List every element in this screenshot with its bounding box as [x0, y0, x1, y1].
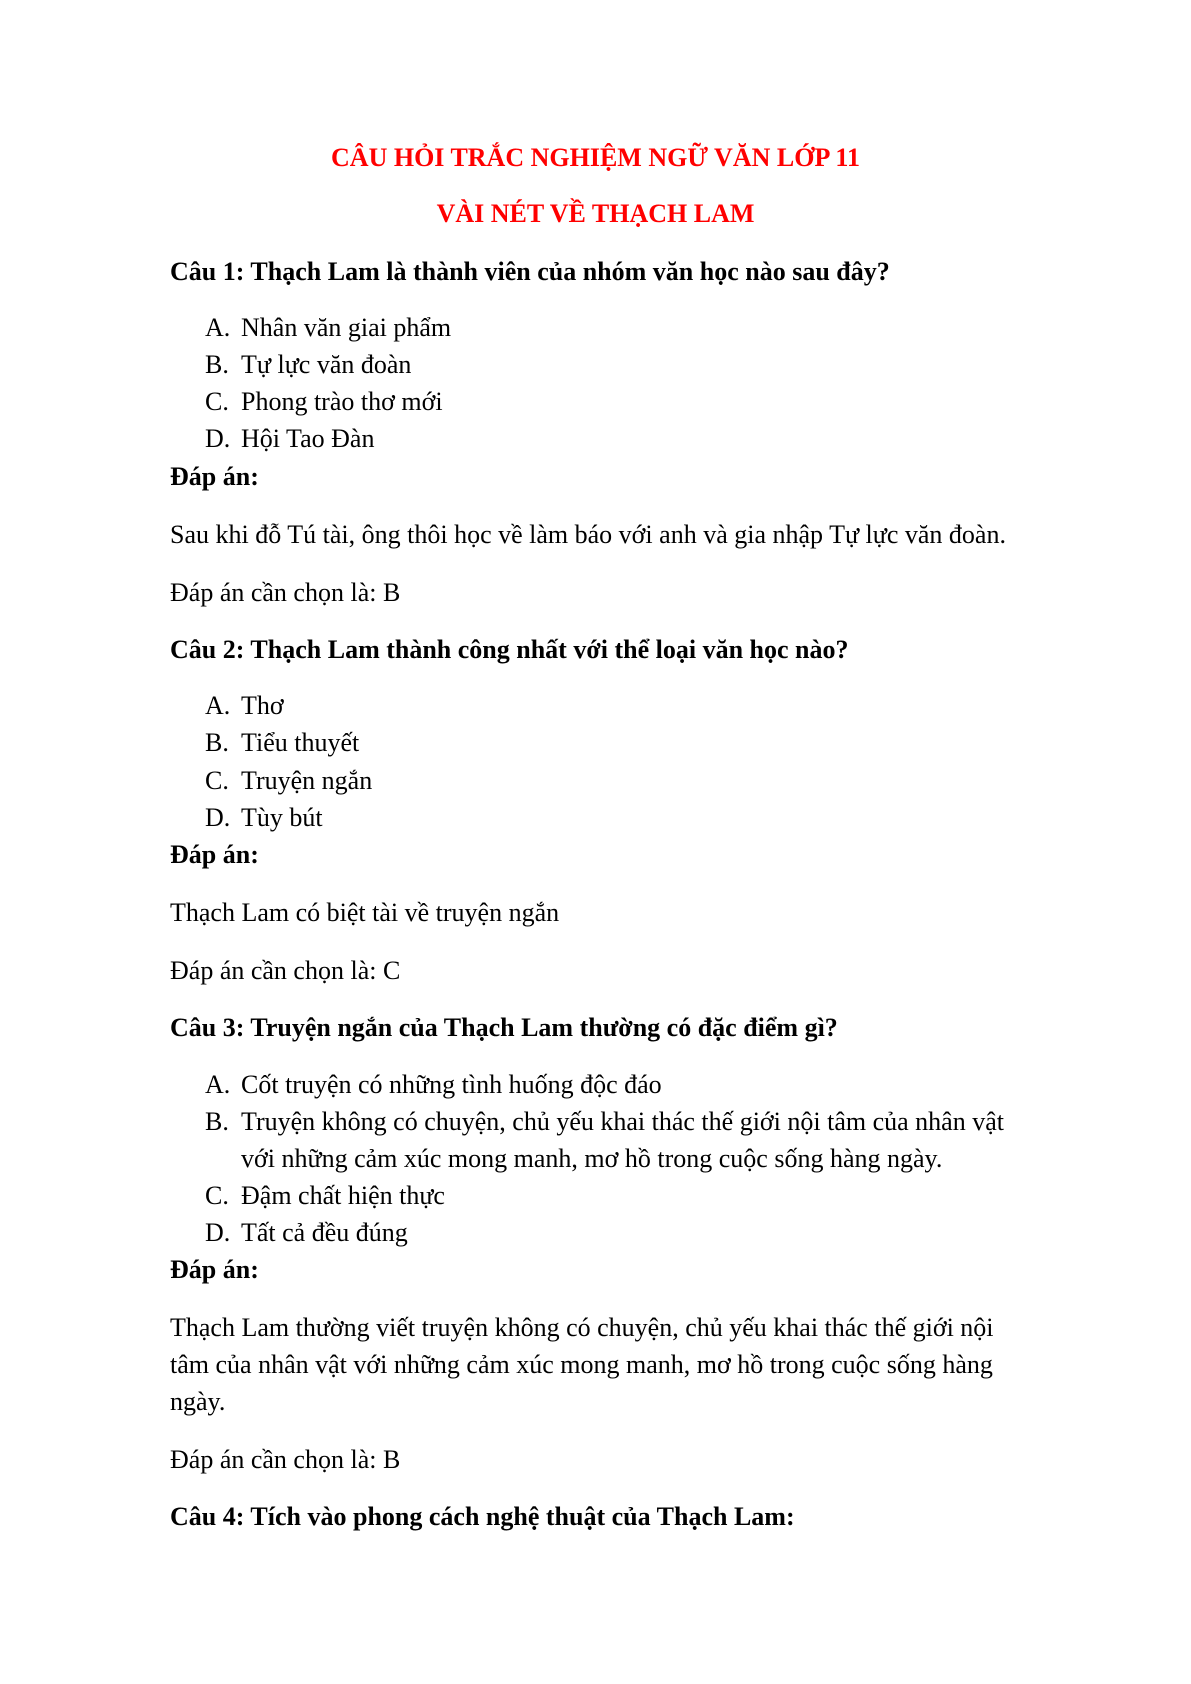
question-3-explanation-line-3: ngày.	[170, 1387, 226, 1416]
question-3: Câu 3: Truyện ngắn của Thạch Lam thường có đặc điểm gì?	[170, 1013, 838, 1042]
question-3-option-b: B. Truyện không có chuyện, chủ yếu khai thác thế giới nội tâm của nhân vật	[205, 1107, 1004, 1136]
question-2-option-d: D. Tùy bút	[205, 803, 323, 832]
question-2: Câu 2: Thạch Lam thành công nhất với thể loại văn học nào?	[170, 635, 849, 664]
question-2-option-a: A. Thơ	[205, 691, 284, 720]
question-1-answer-label: Đáp án:	[170, 462, 259, 491]
document-title: CÂU HỎI TRẮC NGHIỆM NGỮ VĂN LỚP 11	[331, 143, 860, 172]
question-3-option-b-continued: với những cảm xúc mong manh, mơ hồ trong cuộc sống hàng ngày.	[241, 1144, 943, 1173]
question-3-option-c: C. Đậm chất hiện thực	[205, 1181, 445, 1210]
question-1-option-b: B. Tự lực văn đoàn	[205, 350, 412, 379]
question-3-option-a: A. Cốt truyện có những tình huống độc đáo	[205, 1070, 662, 1099]
question-1-chosen-answer: Đáp án cần chọn là: B	[170, 578, 401, 607]
question-1-explanation: Sau khi đỗ Tú tài, ông thôi học về làm báo với anh và gia nhập Tự lực văn đoàn.	[170, 520, 1006, 549]
question-3-option-d: D. Tất cả đều đúng	[205, 1218, 408, 1247]
question-2-option-c: C. Truyện ngắn	[205, 766, 373, 795]
question-1: Câu 1: Thạch Lam là thành viên của nhóm văn học nào sau đây?	[170, 257, 890, 286]
question-1-option-c: C. Phong trào thơ mới	[205, 387, 443, 416]
document-subtitle: VÀI NÉT VỀ THẠCH LAM	[436, 199, 755, 228]
question-1-option-d: D. Hội Tao Đàn	[205, 424, 375, 453]
question-3-explanation-line-1: Thạch Lam thường viết truyện không có chuyện, chủ yếu khai thác thế giới nội	[170, 1313, 994, 1342]
question-3-chosen-answer: Đáp án cần chọn là: B	[170, 1445, 401, 1474]
question-3-answer-label: Đáp án:	[170, 1255, 259, 1284]
question-4: Câu 4: Tích vào phong cách nghệ thuật của Thạch Lam:	[170, 1502, 795, 1531]
question-2-answer-label: Đáp án:	[170, 840, 259, 869]
question-1-option-a: A. Nhân văn giai phẩm	[205, 313, 452, 342]
question-2-chosen-answer: Đáp án cần chọn là: C	[170, 956, 401, 985]
question-2-option-b: B. Tiểu thuyết	[205, 728, 360, 757]
question-2-explanation: Thạch Lam có biệt tài về truyện ngắn	[170, 898, 560, 927]
question-3-explanation-line-2: tâm của nhân vật với những cảm xúc mong manh, mơ hồ trong cuộc sống hàng	[170, 1350, 993, 1379]
